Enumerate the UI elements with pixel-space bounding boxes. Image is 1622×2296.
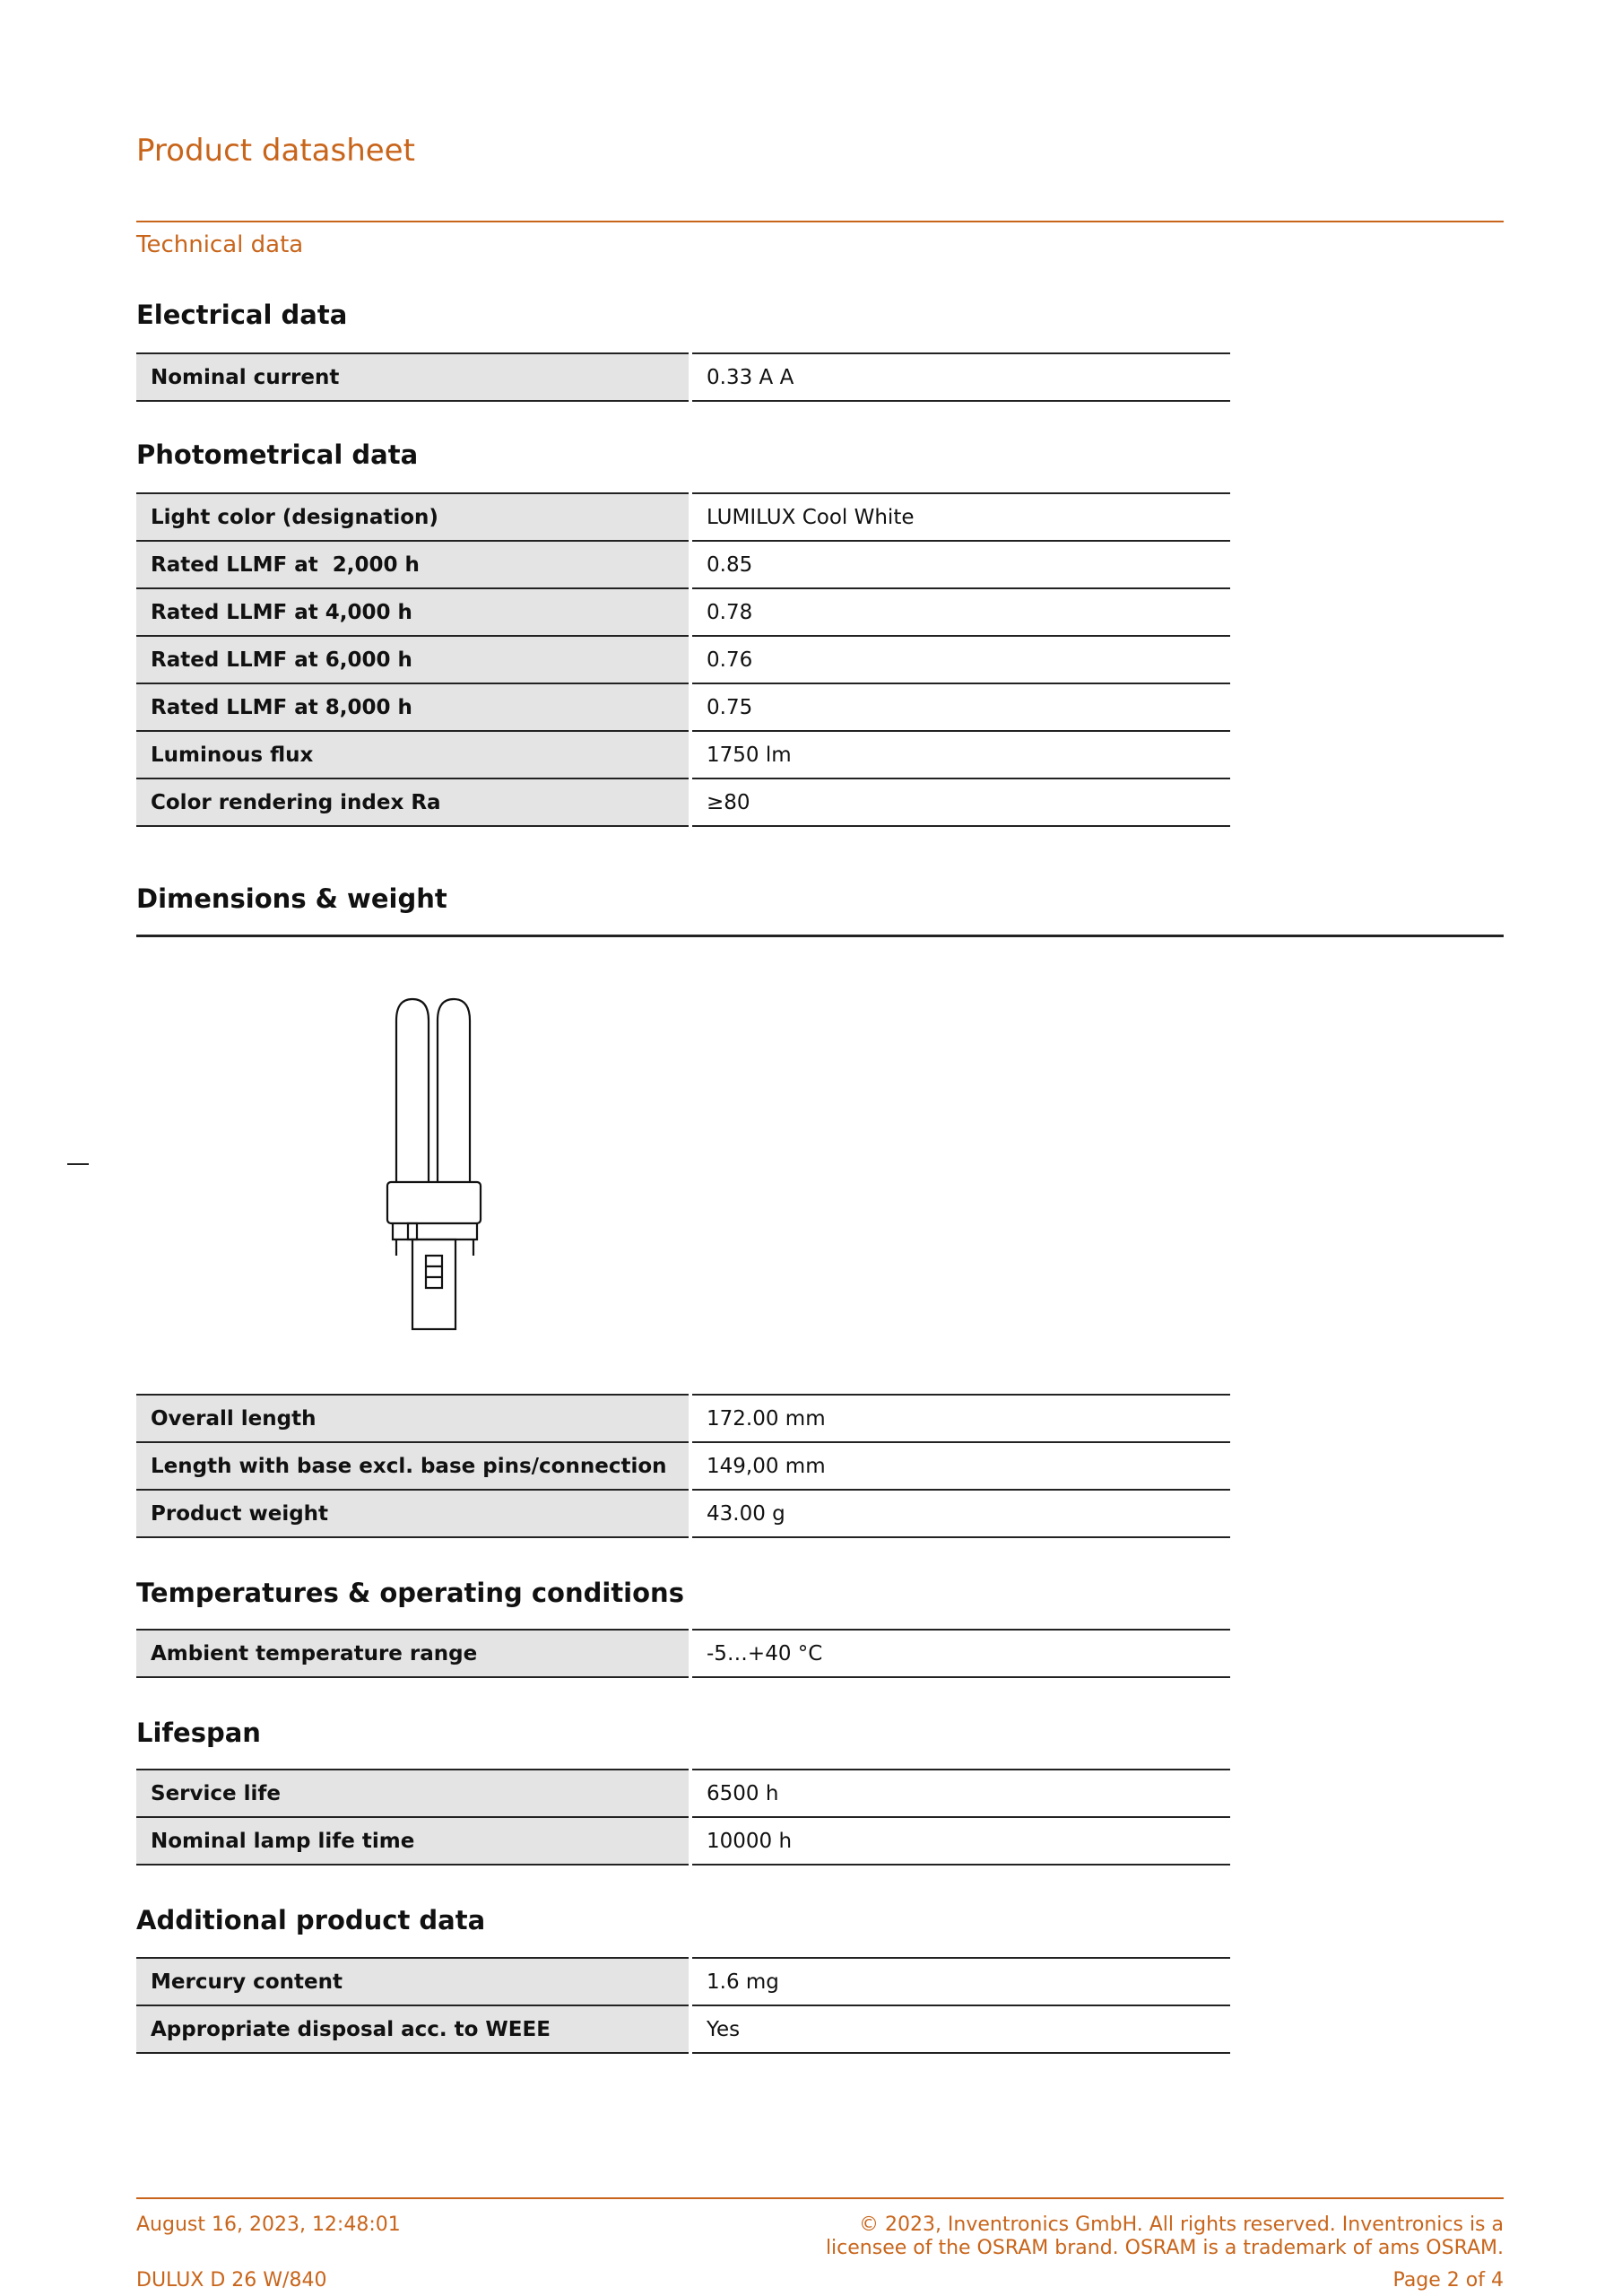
table-row: [136, 1490, 1230, 1537]
row-key: Nominal lamp life time: [136, 1817, 690, 1865]
section-heading-electrical: Electrical data: [136, 300, 348, 330]
lamp-tube-left: [396, 999, 429, 1182]
table-row: [136, 1770, 1230, 1817]
table-row: [136, 778, 1230, 826]
row-key: Overall length: [136, 1395, 690, 1442]
row-value: LUMILUX Cool White: [690, 493, 1230, 541]
row-value: 149,00 mm: [690, 1442, 1230, 1490]
row-value: 0.76: [690, 636, 1230, 683]
dimensions-divider: [136, 935, 1504, 937]
row-key: Appropriate disposal acc. to WEEE: [136, 2005, 690, 2053]
row-value: ≥80: [690, 778, 1230, 826]
row-key: Luminous flux: [136, 731, 690, 778]
footer-date: August 16, 2023, 12:48:01: [136, 2213, 401, 2236]
table-row: [136, 1630, 1230, 1677]
photometrical-data-table: [136, 492, 1230, 827]
row-value: 1750 lm: [690, 731, 1230, 778]
footer-product-name: DULUX D 26 W/840: [136, 2269, 327, 2292]
row-value: 43.00 g: [690, 1490, 1230, 1537]
lamp-base-stem: [412, 1239, 455, 1329]
row-value: 6500 h: [690, 1770, 1230, 1817]
row-key: Rated LLMF at 4,000 h: [136, 588, 690, 636]
temperatures-data-table: [136, 1629, 1230, 1678]
row-value: -5…+40 °C: [690, 1630, 1230, 1677]
row-value: Yes: [690, 2005, 1230, 2053]
row-key: Mercury content: [136, 1958, 690, 2005]
row-value: 1.6 mg: [690, 1958, 1230, 2005]
table-row: [136, 2005, 1230, 2053]
section-heading-photometrical: Photometrical data: [136, 439, 419, 470]
footer-divider: [136, 2197, 1504, 2199]
row-key: Nominal current: [136, 353, 690, 401]
lifespan-data-table: [136, 1769, 1230, 1866]
table-row: [136, 1395, 1230, 1442]
row-key: Color rendering index Ra: [136, 778, 690, 826]
row-key: Product weight: [136, 1490, 690, 1537]
lamp-drawing: [381, 996, 489, 1332]
table-row: [136, 1958, 1230, 2005]
table-row: [136, 588, 1230, 636]
row-value: 0.75: [690, 683, 1230, 731]
section-heading-additional: Additional product data: [136, 1905, 486, 1935]
table-row: [136, 1817, 1230, 1865]
page-subtitle: Technical data: [136, 231, 304, 258]
section-heading-lifespan: Lifespan: [136, 1718, 261, 1748]
table-row: [136, 353, 1230, 401]
row-value: 0.85: [690, 541, 1230, 588]
table-row: [136, 683, 1230, 731]
lamp-base-key: [426, 1256, 442, 1288]
row-key: Rated LLMF at 2,000 h: [136, 541, 690, 588]
electrical-data-table: [136, 352, 1230, 402]
row-value: 0.78: [690, 588, 1230, 636]
footer-copyright-line2: licensee of the OSRAM brand. OSRAM is a trademark of ams OSRAM.: [825, 2237, 1504, 2259]
additional-data-table: [136, 1957, 1230, 2054]
row-value: 172.00 mm: [690, 1395, 1230, 1442]
row-key: Service life: [136, 1770, 690, 1817]
lamp-base-collar: [393, 1223, 477, 1239]
margin-mark: [67, 1163, 89, 1165]
table-row: [136, 636, 1230, 683]
page-title: Product datasheet: [136, 133, 415, 169]
dimensions-data-table: [136, 1394, 1230, 1538]
section-heading-temperatures: Temperatures & operating conditions: [136, 1578, 684, 1608]
row-key: Length with base excl. base pins/connection: [136, 1442, 690, 1490]
footer-page-number: Page 2 of 4: [1392, 2269, 1504, 2292]
row-key: Light color (designation): [136, 493, 690, 541]
footer-copyright-line1: © 2023, Inventronics GmbH. All rights reserved. Inventronics is a: [858, 2213, 1504, 2236]
section-heading-dimensions: Dimensions & weight: [136, 883, 447, 914]
row-key: Rated LLMF at 6,000 h: [136, 636, 690, 683]
table-row: [136, 541, 1230, 588]
lamp-base-notch: [408, 1223, 417, 1239]
table-row: [136, 731, 1230, 778]
row-key: Rated LLMF at 8,000 h: [136, 683, 690, 731]
row-value: 0.33 A A: [690, 353, 1230, 401]
header-divider: [136, 221, 1504, 222]
row-key: Ambient temperature range: [136, 1630, 690, 1677]
table-row: [136, 493, 1230, 541]
lamp-tube-right: [438, 999, 470, 1182]
table-row: [136, 1442, 1230, 1490]
lamp-base-cap: [387, 1182, 481, 1223]
footer-copyright: [697, 2213, 1504, 2260]
row-value: 10000 h: [690, 1817, 1230, 1865]
